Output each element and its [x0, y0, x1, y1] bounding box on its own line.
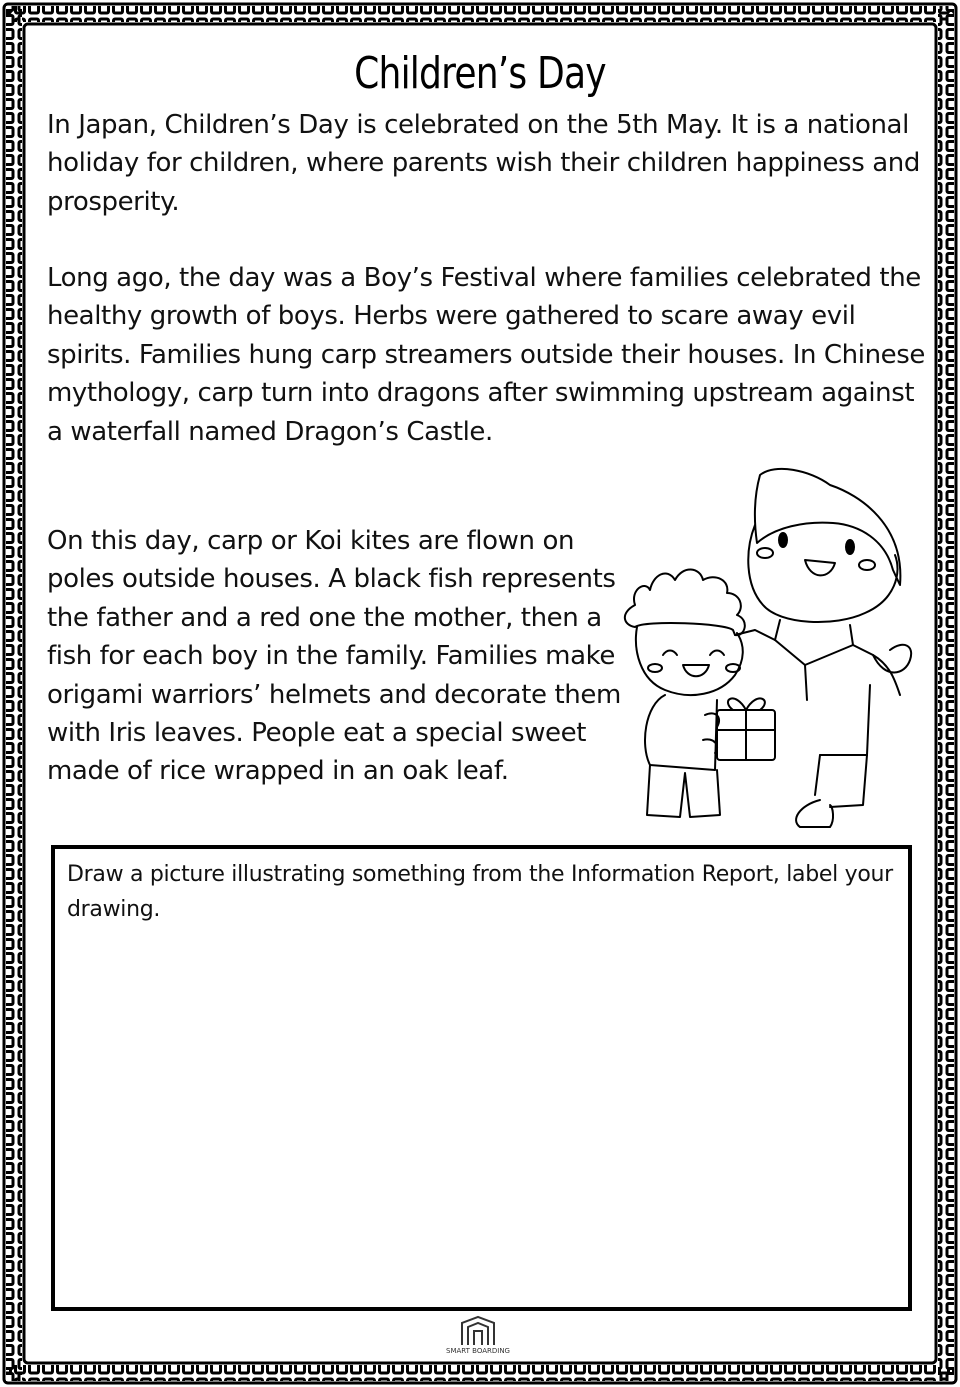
smart-boarding-logo-icon: [438, 1313, 518, 1347]
father-and-son-icon: [605, 455, 915, 835]
footer-logo: [438, 1313, 518, 1363]
drawing-area[interactable]: [51, 845, 912, 1311]
paragraph-history: Long ago, the day was a Boy’s Festival where families celebrated the healthy growth of boys. Herbs were gathered to scare away evil spirits. Families hung carp streamers outside their houses. In Chinese mythology, carp turn into dragons after swimming upstream against a waterfall named Dragon’s Castle.: [47, 263, 925, 447]
paragraph-intro: In Japan, Children’s Day is celebrated on the 5th May. It is a national holiday for children, where parents wish their children happiness and prosperity.: [47, 110, 920, 217]
footer-logo-text: SMART BOARDING: [446, 1347, 510, 1355]
page-title: Children’s Day: [354, 48, 606, 99]
paragraph-traditions: On this day, carp or Koi kites are flown on poles outside houses. A black fish represents the father and a red one the mother, then a fish for each boy in the family. Families make origami warriors’ helmets and decorate them with Iris leaves. People eat a special sweet made of rice wrapped in an oak leaf.: [47, 526, 621, 787]
drawing-instruction: Draw a picture illustrating something from the Information Report, label your drawing.: [67, 862, 893, 922]
